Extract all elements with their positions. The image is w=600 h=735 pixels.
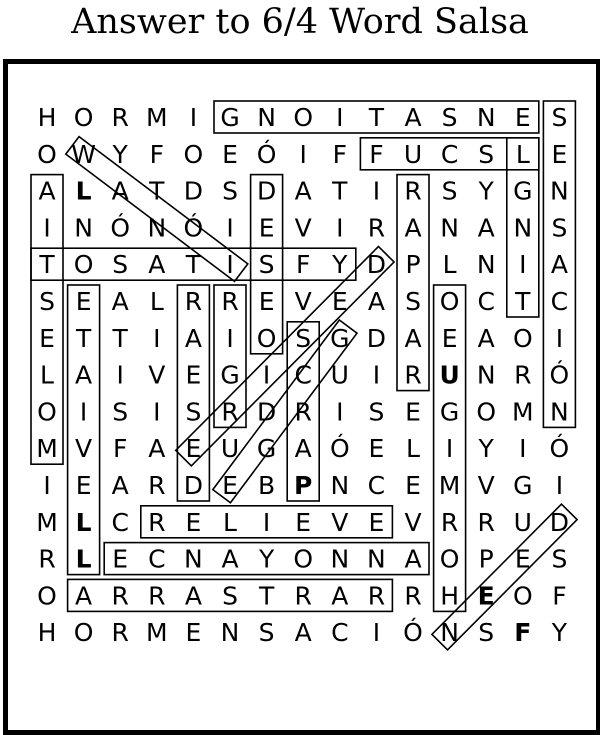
grid-letter: H <box>37 618 57 648</box>
grid-letter: I <box>226 323 234 353</box>
grid-letter: H <box>37 103 57 132</box>
grid-letter: T <box>368 103 385 132</box>
grid-letter: A <box>111 287 129 316</box>
grid-letter: N <box>476 103 496 132</box>
grid-letter: E <box>405 397 421 427</box>
grid-letter: A <box>111 176 129 206</box>
grid-letter: L <box>75 507 92 537</box>
grid-letter: R <box>404 176 422 206</box>
grid-letter: T <box>75 323 92 353</box>
grid-letter: Ó <box>110 213 131 243</box>
grid-letter: A <box>184 581 202 611</box>
grid-letter: S <box>185 397 202 427</box>
grid-letter: V <box>148 360 166 390</box>
grid-letter: S <box>368 397 385 427</box>
grid-letter: G <box>330 323 350 353</box>
grid-letter: G <box>220 360 240 390</box>
grid-letter: A <box>404 544 422 574</box>
grid-letter: A <box>294 434 312 464</box>
letter-grid <box>36 103 569 647</box>
grid-letter: I <box>226 250 234 280</box>
grid-letter: R <box>111 618 129 648</box>
grid-letter: A <box>184 323 202 353</box>
grid-letter: E <box>368 434 385 464</box>
grid-letter: R <box>477 507 495 537</box>
grid-letter: N <box>440 213 459 243</box>
grid-letter: Y <box>478 176 494 206</box>
grid-letter: L <box>442 250 457 280</box>
grid-letter: G <box>256 434 277 464</box>
grid-letter: E <box>405 471 421 500</box>
grid-letter: R <box>111 103 129 132</box>
grid-letter: O <box>73 618 94 648</box>
grid-letter: R <box>294 581 312 611</box>
grid-letter: Y <box>258 544 275 574</box>
grid-letter: A <box>294 176 312 206</box>
grid-letter: I <box>336 213 344 243</box>
grid-letter: F <box>332 139 347 169</box>
grid-letter: N <box>330 544 350 574</box>
grid-letter: O <box>256 323 277 353</box>
grid-letter: D <box>256 176 277 206</box>
grid-letter: S <box>551 544 568 574</box>
grid-letter: N <box>330 471 350 500</box>
grid-letter: O <box>73 250 94 280</box>
grid-letter: T <box>258 581 275 611</box>
grid-letter: C <box>148 544 166 574</box>
grid-letter: E <box>514 103 531 132</box>
grid-letter: E <box>185 618 202 648</box>
grid-letter: I <box>372 618 381 648</box>
grid-letter: V <box>404 507 422 537</box>
grid-letter: V <box>294 287 312 316</box>
grid-letter: E <box>185 507 202 537</box>
grid-letter: A <box>148 434 166 464</box>
grid-letter: I <box>445 434 454 464</box>
grid-letter: I <box>336 397 344 427</box>
grid-letter: Y <box>551 618 568 648</box>
grid-letter: B <box>258 471 276 500</box>
grid-letter: I <box>79 397 88 427</box>
grid-letter: E <box>441 323 458 353</box>
grid-letter: A <box>477 213 495 243</box>
grid-letter: U <box>330 360 349 390</box>
grid-letter: O <box>37 581 57 611</box>
grid-letter: N <box>147 213 167 243</box>
grid-letter: M <box>146 103 168 132</box>
grid-letter: L <box>515 139 530 169</box>
grid-letter: E <box>112 544 129 574</box>
grid-letter: A <box>404 103 422 132</box>
grid-letter: I <box>336 103 344 132</box>
grid-letter: C <box>111 507 129 537</box>
grid-letter: R <box>148 581 166 611</box>
grid-letter: I <box>116 360 124 390</box>
grid-letter: R <box>367 581 386 611</box>
grid-letter: Ó <box>403 618 423 648</box>
grid-letter: R <box>514 360 532 390</box>
grid-letter: N <box>367 544 386 574</box>
grid-letter: N <box>184 544 203 574</box>
grid-letter: C <box>367 471 386 500</box>
grid-letter: M <box>512 397 534 427</box>
grid-letter: T <box>515 287 531 316</box>
grid-letter: E <box>185 360 202 390</box>
grid-letter: E <box>551 139 568 169</box>
grid-letter: N <box>257 103 276 132</box>
grid-letter: O <box>439 287 460 316</box>
grid-letter: R <box>440 507 459 537</box>
grid-letter: O <box>73 103 94 132</box>
grid-letter: S <box>295 323 312 353</box>
grid-letter: U <box>439 360 460 390</box>
grid-letter: T <box>185 250 202 280</box>
grid-letter: A <box>404 213 422 243</box>
grid-letter: S <box>441 103 458 132</box>
grid-letter: A <box>38 176 56 206</box>
grid-letter: Y <box>332 250 348 280</box>
grid-letter: L <box>40 360 54 390</box>
grid-letter: C <box>294 360 312 390</box>
grid-letter: V <box>294 213 312 243</box>
grid-letter: U <box>220 434 240 464</box>
grid-letter: M <box>146 618 168 648</box>
grid-letter: O <box>183 139 204 169</box>
grid-letter: N <box>550 176 569 206</box>
grid-letter: G <box>439 397 460 427</box>
grid-letter: F <box>514 618 532 648</box>
grid-letter: R <box>221 397 239 427</box>
grid-letter: E <box>368 507 385 537</box>
grid-letter: P <box>294 471 313 500</box>
grid-letter: A <box>404 323 422 353</box>
grid-letter: M <box>36 507 58 537</box>
grid-letter: U <box>403 139 423 169</box>
grid-letter: E <box>75 287 92 316</box>
grid-letter: R <box>294 397 312 427</box>
grid-letter: R <box>38 544 56 574</box>
grid-letter: N <box>74 213 93 243</box>
puzzle-title: Answer to 6/4 Word Salsa <box>71 2 529 42</box>
grid-letter: A <box>550 250 568 280</box>
grid-letter: U <box>513 507 532 537</box>
grid-letter: S <box>478 139 495 169</box>
grid-letter: A <box>331 581 349 611</box>
grid-letter: T <box>149 176 165 206</box>
grid-letter: S <box>478 618 495 648</box>
grid-letter: F <box>552 581 567 611</box>
grid-letter: O <box>293 544 314 574</box>
grid-letter: H <box>440 581 460 611</box>
grid-letter: O <box>439 544 460 574</box>
answer-box <box>397 175 429 391</box>
grid-letter: Ó <box>183 213 204 243</box>
grid-letter: P <box>405 250 421 280</box>
grid-letter: W <box>71 139 96 169</box>
grid-letter: R <box>367 213 386 243</box>
grid-letter: F <box>149 139 164 169</box>
grid-letter: Ó <box>549 434 570 464</box>
grid-letter: E <box>258 213 275 243</box>
grid-letter: O <box>293 103 314 132</box>
grid-letter: I <box>519 434 527 464</box>
grid-letter: D <box>183 471 204 500</box>
grid-letter: A <box>75 581 93 611</box>
grid-letter: N <box>550 397 569 427</box>
grid-letter: R <box>404 360 422 390</box>
answer-box <box>177 285 209 501</box>
grid-letter: N <box>220 618 240 648</box>
grid-letter: S <box>39 287 55 316</box>
grid-letter: V <box>75 434 93 464</box>
grid-letter: Ó <box>256 139 277 169</box>
grid-letter: C <box>477 287 495 316</box>
grid-letter: A <box>477 323 495 353</box>
grid-letter: F <box>369 139 384 169</box>
grid-letter: N <box>440 618 459 648</box>
grid-letter: E <box>222 139 238 169</box>
grid-letter: S <box>258 618 275 648</box>
grid-letter: S <box>441 176 458 206</box>
grid-letter: I <box>372 360 381 390</box>
grid-letter: O <box>512 323 533 353</box>
grid-letter: E <box>258 287 275 316</box>
grid-letter: O <box>37 397 57 427</box>
grid-letter: I <box>519 250 527 280</box>
grid-letter: R <box>111 581 129 611</box>
grid-letter: L <box>149 287 164 316</box>
grid-letter: E <box>222 471 238 500</box>
grid-letter: I <box>153 397 161 427</box>
grid-letter: I <box>299 139 307 169</box>
grid-letter: A <box>111 471 129 500</box>
grid-letter: I <box>226 213 234 243</box>
grid-letter: E <box>331 287 348 316</box>
grid-letter: M <box>438 471 461 500</box>
grid-letter: T <box>332 176 348 206</box>
grid-letter: E <box>477 581 495 611</box>
grid-letter: E <box>185 434 202 464</box>
grid-letter: I <box>189 103 198 132</box>
grid-letter: I <box>153 323 161 353</box>
grid-letter: P <box>478 544 494 574</box>
grid-letter: T <box>39 250 55 280</box>
grid-letter: S <box>112 397 129 427</box>
grid-letter: L <box>406 434 420 464</box>
grid-letter: G <box>513 471 533 500</box>
grid-letter: A <box>221 544 239 574</box>
grid-letter: N <box>476 360 496 390</box>
grid-letter: N <box>513 213 533 243</box>
grid-letter: A <box>294 618 312 648</box>
grid-letter: I <box>555 323 564 353</box>
grid-letter: O <box>512 581 533 611</box>
grid-letter: L <box>75 176 92 206</box>
grid-letter: G <box>513 176 533 206</box>
grid-letter: D <box>256 397 277 427</box>
grid-letter: I <box>43 471 51 500</box>
grid-letter: N <box>476 250 496 280</box>
grid-letter: C <box>550 287 569 316</box>
grid-letter: L <box>75 544 92 574</box>
grid-letter: F <box>113 434 128 464</box>
grid-letter: A <box>148 250 166 280</box>
grid-letter: T <box>112 323 128 353</box>
grid-letter: A <box>367 287 385 316</box>
grid-letter: R <box>184 287 203 316</box>
grid-letter: Ó <box>329 434 350 464</box>
grid-letter: S <box>405 287 421 316</box>
grid-letter: O <box>37 139 57 169</box>
grid-letter: D <box>549 507 570 537</box>
grid-letter: S <box>222 176 238 206</box>
grid-letter: I <box>262 507 271 537</box>
grid-letter: S <box>222 581 238 611</box>
grid-letter: D <box>183 176 204 206</box>
grid-letter: Y <box>112 139 128 169</box>
grid-letter: E <box>75 471 92 500</box>
grid-letter: R <box>148 471 166 500</box>
grid-letter: R <box>221 287 239 316</box>
grid-letter: O <box>476 397 497 427</box>
grid-letter: S <box>258 250 275 280</box>
grid-letter: E <box>295 507 312 537</box>
grid-letter: M <box>36 434 58 464</box>
grid-letter: I <box>372 176 381 206</box>
grid-letter: E <box>39 323 55 353</box>
grid-letter: E <box>514 544 531 574</box>
grid-letter: C <box>331 618 349 648</box>
grid-letter: Y <box>478 434 494 464</box>
grid-letter: D <box>366 250 387 280</box>
grid-letter: R <box>148 507 166 537</box>
grid-letter: S <box>112 250 129 280</box>
grid-letter: I <box>262 360 271 390</box>
grid-letter: S <box>551 213 568 243</box>
grid-letter: V <box>331 507 349 537</box>
grid-letter: I <box>43 213 51 243</box>
grid-letter: G <box>220 103 240 132</box>
grid-letter: V <box>477 471 495 500</box>
grid-letter: I <box>555 471 564 500</box>
grid-letter: A <box>75 360 93 390</box>
grid-letter: D <box>366 323 387 353</box>
grid-letter: F <box>296 250 311 280</box>
grid-letter: R <box>404 581 422 611</box>
grid-letter: L <box>223 507 237 537</box>
grid-letter: S <box>551 103 568 132</box>
grid-letter: C <box>440 139 459 169</box>
grid-letter: Ó <box>549 360 570 390</box>
